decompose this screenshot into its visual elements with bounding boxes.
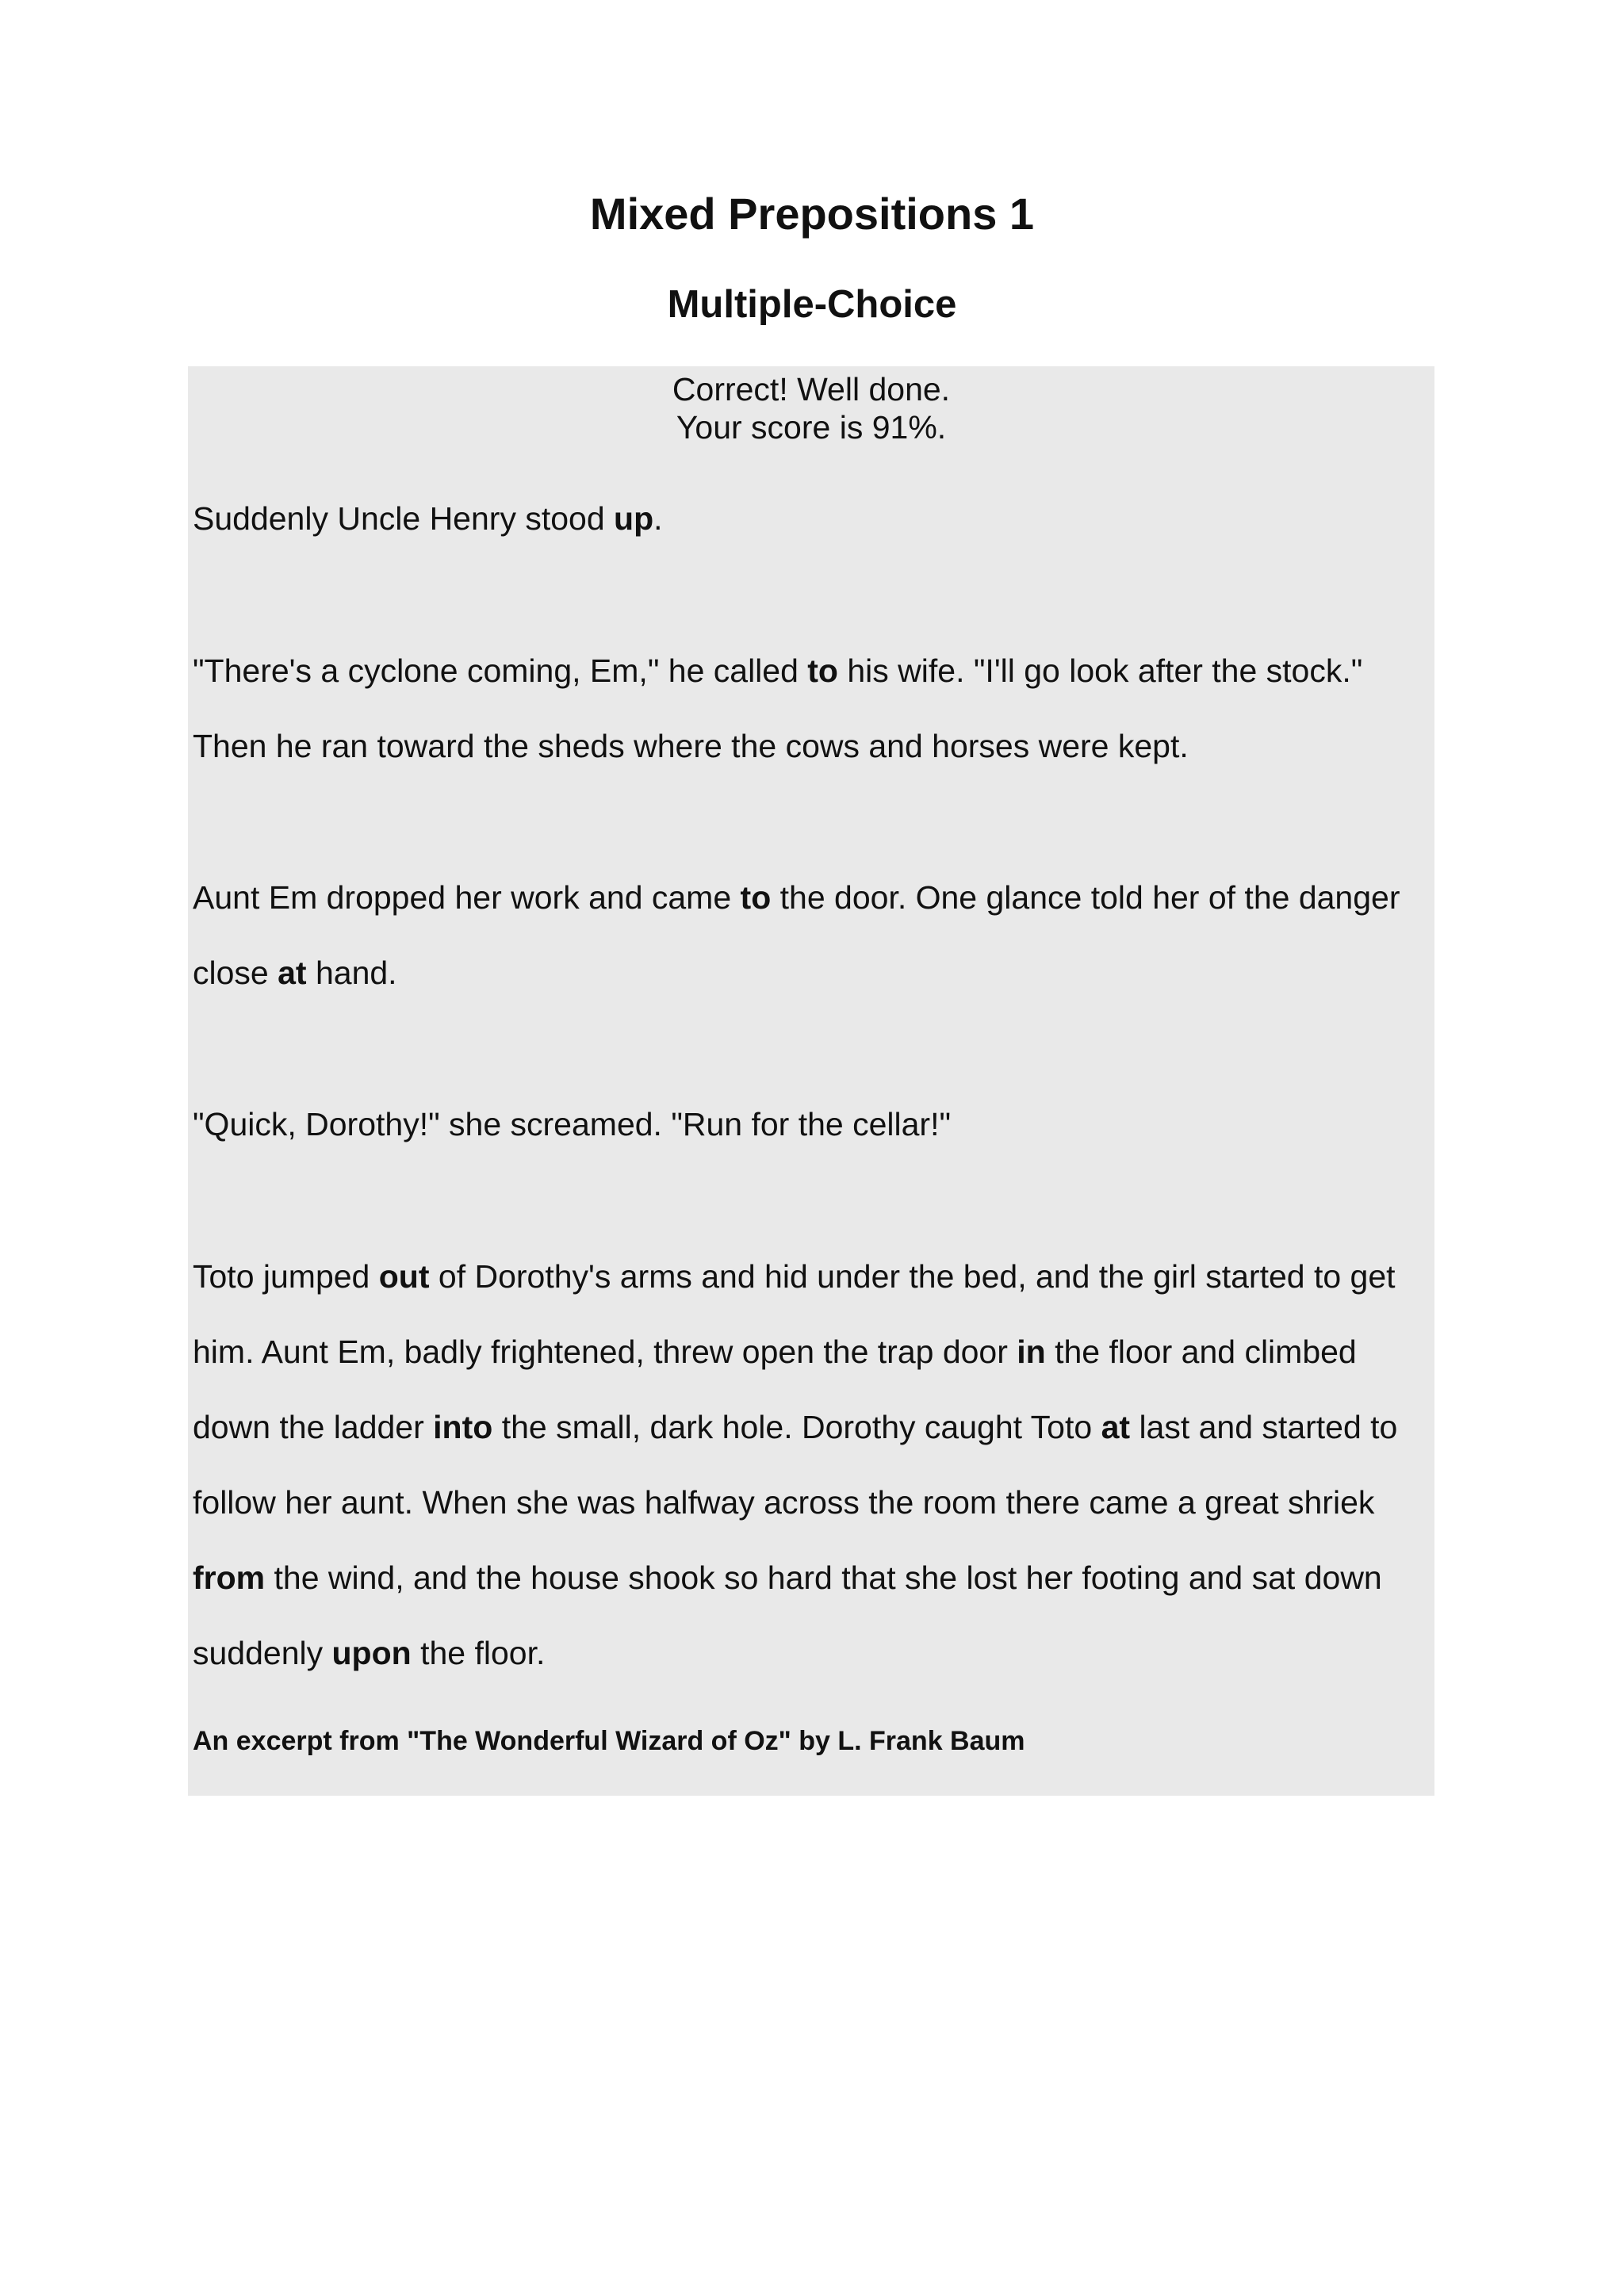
answer-word: to	[807, 652, 838, 689]
passage-paragraph-1	[193, 481, 1430, 557]
passage-paragraph-4	[193, 1087, 1430, 1162]
exercise-panel	[188, 366, 1434, 1796]
answer-word: at	[1101, 1409, 1131, 1445]
source-credit: An excerpt from "The Wonderful Wizard of Oz" by L. Frank Baum	[193, 1726, 1025, 1756]
passage-text: .	[653, 500, 663, 537]
passage-text: the small, dark hole. Dorothy caught Toto	[492, 1409, 1101, 1445]
passage-paragraph-3	[193, 860, 1430, 1011]
passage-text: of Dorothy's arms and hid under the bed, and the girl started to get him. Aunt Em, badly frightened, threw open the trap door	[193, 1258, 1396, 1370]
passage-text: the door. One glance told her of the danger close	[193, 879, 1400, 991]
passage-text: his wife. "I'll go look after the stock." Then he ran toward the sheds where the cows and horses were kept.	[193, 652, 1363, 764]
passage-text: hand.	[306, 955, 397, 991]
passage-paragraph-2	[193, 633, 1430, 784]
passage-text: Toto jumped	[193, 1258, 379, 1295]
passage-text: Aunt Em dropped her work and came	[193, 879, 741, 916]
answer-word: out	[378, 1258, 430, 1295]
feedback-correct: Correct! Well done.	[672, 371, 951, 408]
passage-text: "Quick, Dorothy!" she screamed. "Run for the cellar!"	[193, 1106, 952, 1142]
passage-paragraph-5	[193, 1239, 1430, 1691]
answer-word: to	[740, 879, 772, 916]
passage-text: last and started to follow her aunt. When she was halfway across the room there came a great shriek	[193, 1409, 1398, 1521]
feedback-score: Your score is 91%.	[676, 409, 947, 446]
passage-text: Suddenly Uncle Henry stood	[193, 500, 615, 537]
passage-text: "There's a cyclone coming, Em," he called	[193, 652, 808, 689]
answer-word: in	[1017, 1334, 1046, 1370]
feedback-message	[188, 366, 1434, 446]
answer-word: at	[278, 955, 307, 991]
answer-word: upon	[331, 1635, 412, 1671]
passage-text: the floor.	[411, 1635, 546, 1671]
answer-word: up	[614, 500, 654, 537]
answer-word: from	[193, 1559, 266, 1596]
page-title: Mixed Prepositions 1	[589, 189, 1035, 239]
passage-text: the floor and climbed down the ladder	[193, 1334, 1357, 1445]
passage-text: the wind, and the house shook so hard that she lost her footing and sat down suddenly	[193, 1559, 1382, 1671]
answer-word: into	[433, 1409, 493, 1445]
page-subtitle: Multiple-Choice	[667, 283, 957, 326]
